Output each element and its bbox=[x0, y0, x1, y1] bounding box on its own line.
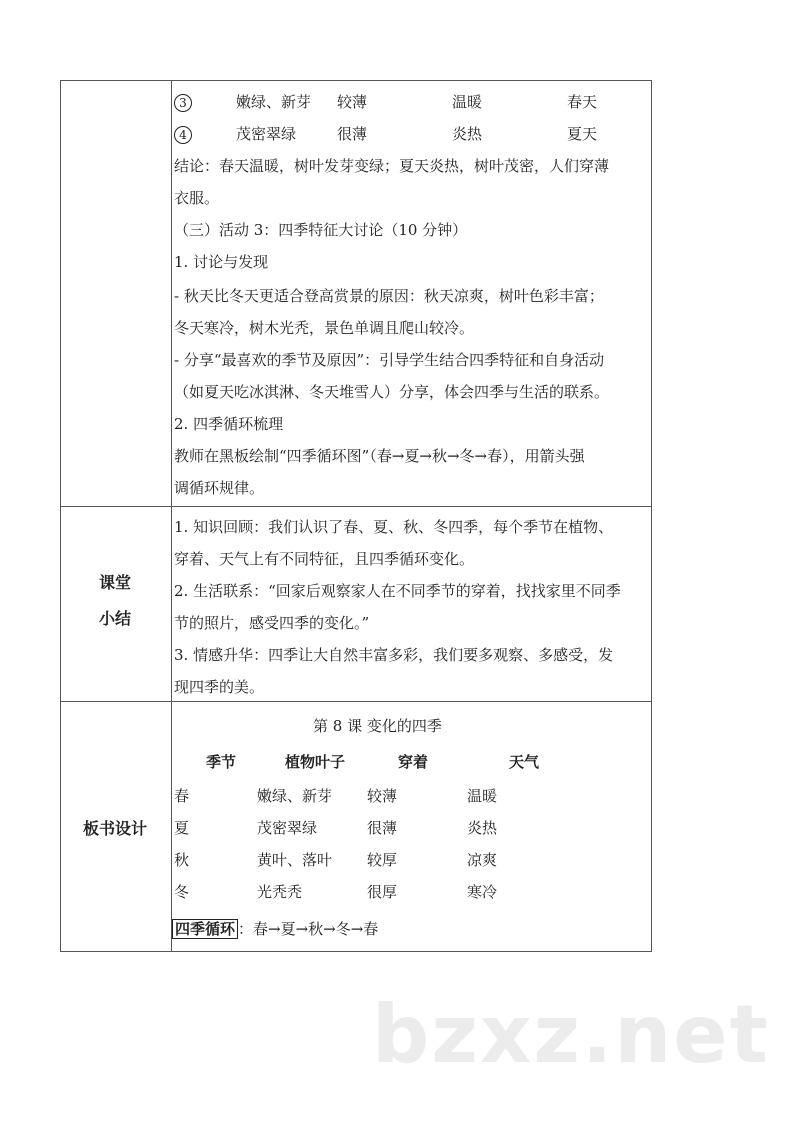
discuss-title: 1. 讨论与发现 bbox=[174, 253, 269, 271]
board-row-summer-clothes: 很薄 bbox=[367, 819, 398, 837]
row-divider-2 bbox=[61, 701, 651, 702]
summary-item-3-line-1: 3. 情感升华：四季让大自然丰富多彩，我们要多观察、多感受，发 bbox=[174, 646, 614, 664]
cycle-title: 2. 四季循环梳理 bbox=[174, 415, 284, 433]
board-row-spring-plants: 嫩绿、新芽 bbox=[257, 787, 333, 805]
summary-item-1-line-2: 穿着、天气上有不同特征，且四季循环变化。 bbox=[174, 550, 475, 568]
board-header-weather: 天气 bbox=[509, 753, 540, 771]
board-cycle-text: ：春→夏→秋→冬→春 bbox=[238, 920, 379, 938]
observation-row-4 bbox=[174, 124, 598, 144]
board-row-summer-weather: 炎热 bbox=[467, 819, 498, 837]
board-cycle-label: 四季循环 bbox=[172, 919, 238, 939]
row4-weather: 炎热 bbox=[452, 125, 483, 143]
board-title: 第 8 课 变化的四季 bbox=[313, 717, 442, 735]
summary-item-2-line-1: 2. 生活联系：“回家后观察家人在不同季节的穿着，找找家里不同季 bbox=[174, 582, 621, 600]
autumn-line-2: 冬天寒冷，树木光秃，景色单调且爬山较冷。 bbox=[174, 319, 475, 337]
share-line-1: - 分享“最喜欢的季节及原因”：引导学生结合四季特征和自身活动 bbox=[174, 351, 605, 369]
conclusion-line-2: 衣服。 bbox=[174, 189, 220, 207]
board-row-winter-plants: 光秃秃 bbox=[257, 883, 303, 901]
autumn-line-1: - 秋天比冬天更适合登高赏景的原因：秋天凉爽，树叶色彩丰富； bbox=[174, 287, 604, 305]
board-row-spring-clothes: 较薄 bbox=[367, 787, 398, 805]
watermark-logo: bzxz.net bbox=[372, 988, 770, 1081]
board-row-winter-weather: 寒冷 bbox=[467, 883, 498, 901]
cycle-line-1: 教师在黑板绘制“四季循环图”（春→夏→秋→冬→春），用箭头强 bbox=[174, 447, 585, 465]
board-row-summer-season: 夏 bbox=[174, 819, 190, 837]
board-row-autumn-plants: 黄叶、落叶 bbox=[257, 851, 333, 869]
observation-row-3 bbox=[174, 92, 598, 112]
column-divider bbox=[171, 81, 172, 951]
row4-season: 夏天 bbox=[567, 125, 598, 143]
share-line-2: （如夏天吃冰淇淋、冬天堆雪人）分享，体会四季与生活的联系。 bbox=[174, 383, 610, 401]
board-row-summer-plants: 茂密翠绿 bbox=[257, 819, 318, 837]
summary-item-3-line-2: 现四季的美。 bbox=[174, 678, 265, 696]
row3-season: 春天 bbox=[567, 93, 598, 111]
row3-clothes: 较薄 bbox=[337, 93, 368, 111]
board-cycle-line bbox=[172, 919, 378, 939]
board-header-clothes: 穿着 bbox=[398, 753, 429, 771]
row3-weather: 温暖 bbox=[452, 93, 483, 111]
board-label: 板书设计 bbox=[83, 819, 148, 838]
row4-clothes: 很薄 bbox=[337, 125, 368, 143]
summary-item-1-line-1: 1. 知识回顾：我们认识了春、夏、秋、冬四季，每个季节在植物、 bbox=[174, 518, 614, 536]
row4-plants: 茂密翠绿 bbox=[236, 125, 297, 143]
conclusion-line-1: 结论：春天温暖，树叶发芽变绿；夏天炎热，树叶茂密，人们穿薄 bbox=[174, 157, 610, 175]
summary-label-1: 课堂 bbox=[99, 573, 132, 592]
board-header-season: 季节 bbox=[206, 753, 237, 771]
board-row-winter-season: 冬 bbox=[174, 883, 190, 901]
board-row-spring-weather: 温暖 bbox=[467, 787, 498, 805]
row-number-badge: 3 bbox=[174, 94, 192, 112]
summary-item-2-line-2: 节的照片，感受四季的变化。” bbox=[174, 614, 370, 632]
row3-plants: 嫩绿、新芽 bbox=[236, 93, 312, 111]
board-row-winter-clothes: 很厚 bbox=[367, 883, 398, 901]
row-divider-1 bbox=[61, 506, 651, 507]
board-row-autumn-season: 秋 bbox=[174, 851, 190, 869]
board-row-spring-season: 春 bbox=[174, 787, 190, 805]
row-number-badge: 4 bbox=[174, 126, 192, 144]
activity-3-heading: （三）活动 3：四季特征大讨论（10 分钟） bbox=[174, 221, 468, 239]
lesson-plan-table bbox=[60, 80, 652, 952]
board-row-autumn-clothes: 较厚 bbox=[367, 851, 398, 869]
board-row-autumn-weather: 凉爽 bbox=[467, 851, 498, 869]
cycle-line-2: 调循环规律。 bbox=[174, 479, 265, 497]
board-header-plants: 植物叶子 bbox=[285, 753, 346, 771]
summary-label-2: 小结 bbox=[99, 609, 132, 628]
